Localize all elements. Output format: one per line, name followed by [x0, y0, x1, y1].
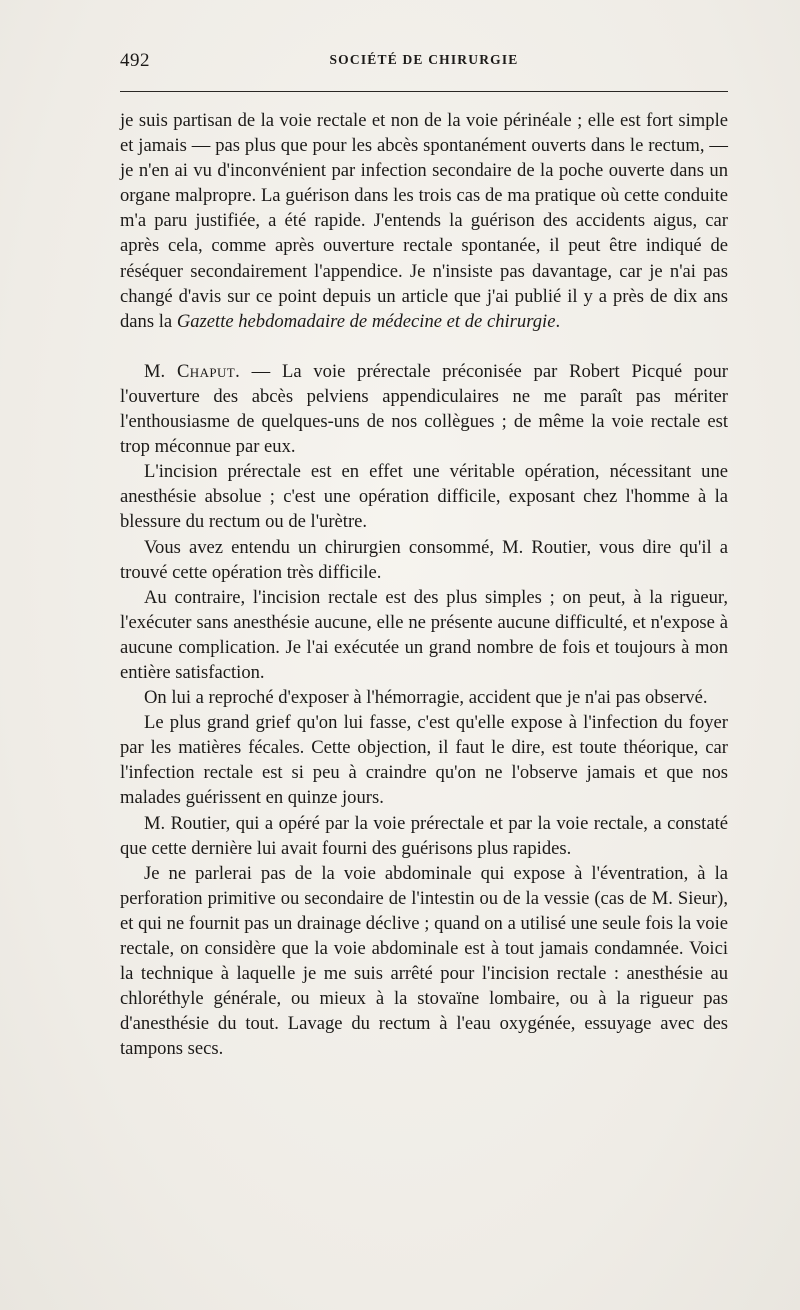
page-number: 492 — [120, 50, 150, 71]
paragraph: L'incision prérectale est en effet une véritable opération, nécessitant une anesthésie absolue ; c'est une opération difficile, exposant chez l'homme à la blessure du rectum ou de l'urètre. — [120, 461, 728, 533]
paragraph-chaput — [120, 359, 728, 459]
paragraph: Je ne parlerai pas de la voie abdominale qui expose à l'éventration, à la perforation primitive ou secondaire de l'intestin ou de la vessie (cas de M. Sieur), et qui ne fournit pas un drainage déclive ; quand on a utilisé une seule fois la voie rectale, on considère que la voie abdominale est à tout jamais condamnée. Voici la technique à laquelle je me suis arrêté pour l'incision rectale : anesthésie au chloréthyle générale, ou mieux à la stovaïne lombaire, ou à la rigueur pas d'anesthésie du tout. Lavage du rectum à l'eau oxygénée, essuyage avec des tampons secs. — [120, 862, 728, 1060]
header-rule — [120, 91, 728, 92]
paragraph: M. Routier, qui a opéré par la voie prérectale et par la voie rectale, a constaté que cette dernière lui avait fourni des guérisons plus rapides. — [120, 812, 728, 859]
paragraph: Le plus grand grief qu'on lui fasse, c'est qu'elle expose à l'infection du foyer par les matières fécales. Cette objection, il faut le dire, est toute théorique, car l'infection rectale est si peu à craindre qu'on ne l'observe jamais et que nos malades guérissent en quinze jours. — [120, 712, 728, 809]
paragraph-text: . — La voie prérectale préconisée par Robert Picqué pour l'ouverture des abcès pelviens appendiculaires ne me paraît pas mériter l'enthousiasme de quelques-uns de nos collègues ; de même la voie rectale est trop méconnue par eux. — [120, 360, 728, 458]
journal-title: Gazette hebdomadaire de médecine et de chirurgie — [176, 310, 556, 332]
speaker-prefix: M. — [144, 360, 177, 382]
paragraph: Vous avez entendu un chirurgien consommé, M. Routier, vous dire qu'il a trouvé cette opération très difficile. — [120, 536, 728, 583]
running-head: SOCIÉTÉ DE CHIRURGIE — [329, 52, 519, 67]
speaker-name: Chaput — [176, 360, 236, 382]
paragraph-end: . — [555, 310, 561, 332]
body-text — [120, 108, 728, 1061]
paragraph: Au contraire, l'incision rectale est des plus simples ; on peut, à la rigueur, l'exécuter sans anesthésie aucune, elle ne présente aucune difficulté, et n'expose à aucune complication. Je l'ai exécutée un grand nombre de fois et toujours à mon entière satisfaction. — [120, 586, 728, 683]
paragraph-text: je suis partisan de la voie rectale et non de la voie périnéale ; elle est fort simple et jamais — pas plus que pour les abcès spontanément ouverts dans le rectum, — je n'en ai vu d'inconvénient par infection secondaire de la poche ouverte dans un organe malpropre. La guérison dans les trois cas de ma pratique où cette conduite m'a paru justifiée, a été rapide. J'entends la guérison des accidents aigus, car après cela, comme après ouverture rectale spontanée, il peut être indiqué de réséquer secondairement l'appendice. Je n'insiste pas davantage, car je n'ai pas changé d'avis sur ce point depuis un article que j'ai publié il y a près de dix ans dans la — [120, 110, 728, 332]
page-header — [120, 50, 728, 74]
paragraph: On lui a reproché d'exposer à l'hémorragie, accident que je n'ai pas observé. — [144, 687, 708, 709]
paragraph-continuation — [120, 108, 728, 334]
